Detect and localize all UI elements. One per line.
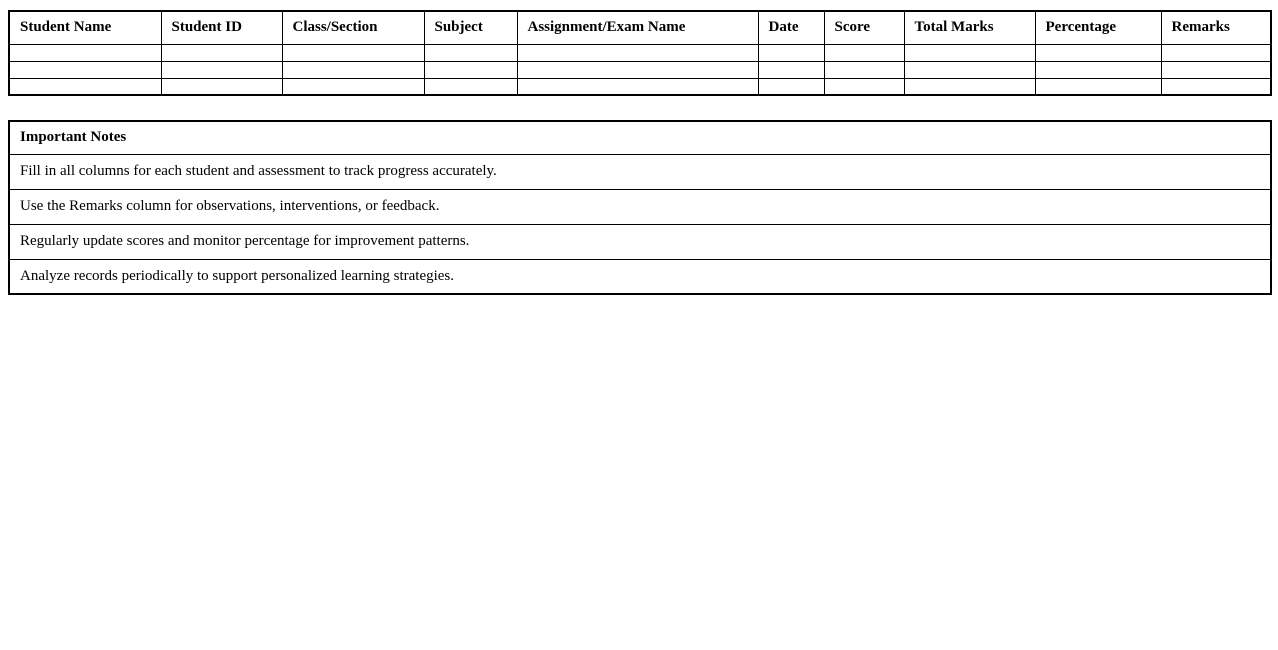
tracker-cell[interactable]	[824, 61, 904, 78]
tracker-cell[interactable]	[904, 78, 1035, 95]
tracker-cell[interactable]	[161, 44, 282, 61]
column-header-remarks: Remarks	[1161, 11, 1271, 44]
tracker-cell[interactable]	[424, 78, 517, 95]
tracker-empty-row	[9, 61, 1271, 78]
tracker-cell[interactable]	[758, 78, 824, 95]
notes-title: Important Notes	[9, 121, 1271, 154]
note-text: Analyze records periodically to support personalized learning strategies.	[9, 259, 1271, 294]
tracker-cell[interactable]	[758, 44, 824, 61]
tracker-cell[interactable]	[1161, 78, 1271, 95]
tracker-cell[interactable]	[161, 61, 282, 78]
notes-title-row	[9, 121, 1271, 154]
tracker-cell[interactable]	[517, 44, 758, 61]
column-header-subject: Subject	[424, 11, 517, 44]
note-text: Use the Remarks column for observations, interventions, or feedback.	[9, 189, 1271, 224]
column-header-class-section: Class/Section	[282, 11, 424, 44]
column-header-date: Date	[758, 11, 824, 44]
tracker-cell[interactable]	[1161, 61, 1271, 78]
tracker-cell[interactable]	[1035, 78, 1161, 95]
tracker-cell[interactable]	[1161, 44, 1271, 61]
tracker-cell[interactable]	[424, 44, 517, 61]
tracker-empty-row	[9, 44, 1271, 61]
tracker-cell[interactable]	[282, 61, 424, 78]
tracker-cell[interactable]	[9, 61, 161, 78]
tracker-cell[interactable]	[904, 61, 1035, 78]
tracker-cell[interactable]	[9, 78, 161, 95]
tracker-cell[interactable]	[824, 78, 904, 95]
tracker-cell[interactable]	[1035, 44, 1161, 61]
column-header-student-name: Student Name	[9, 11, 161, 44]
note-row	[9, 259, 1271, 294]
tracker-cell[interactable]	[1035, 61, 1161, 78]
tracker-cell[interactable]	[904, 44, 1035, 61]
column-header-student-id: Student ID	[161, 11, 282, 44]
tracker-cell[interactable]	[9, 44, 161, 61]
column-header-percentage: Percentage	[1035, 11, 1161, 44]
tracker-cell[interactable]	[824, 44, 904, 61]
tracker-cell[interactable]	[758, 61, 824, 78]
tracker-cell[interactable]	[282, 44, 424, 61]
note-row	[9, 224, 1271, 259]
column-header-total-marks: Total Marks	[904, 11, 1035, 44]
note-text: Fill in all columns for each student and assessment to track progress accurately.	[9, 154, 1271, 189]
student-progress-table	[8, 10, 1272, 96]
note-row	[9, 154, 1271, 189]
tracker-cell[interactable]	[161, 78, 282, 95]
tracker-header-row	[9, 11, 1271, 44]
note-row	[9, 189, 1271, 224]
important-notes-table	[8, 120, 1272, 295]
tracker-empty-row	[9, 78, 1271, 95]
column-header-score: Score	[824, 11, 904, 44]
tracker-cell[interactable]	[424, 61, 517, 78]
tracker-cell[interactable]	[517, 78, 758, 95]
tracker-cell[interactable]	[282, 78, 424, 95]
column-header-assignment-exam-name: Assignment/Exam Name	[517, 11, 758, 44]
tracker-cell[interactable]	[517, 61, 758, 78]
note-text: Regularly update scores and monitor percentage for improvement patterns.	[9, 224, 1271, 259]
